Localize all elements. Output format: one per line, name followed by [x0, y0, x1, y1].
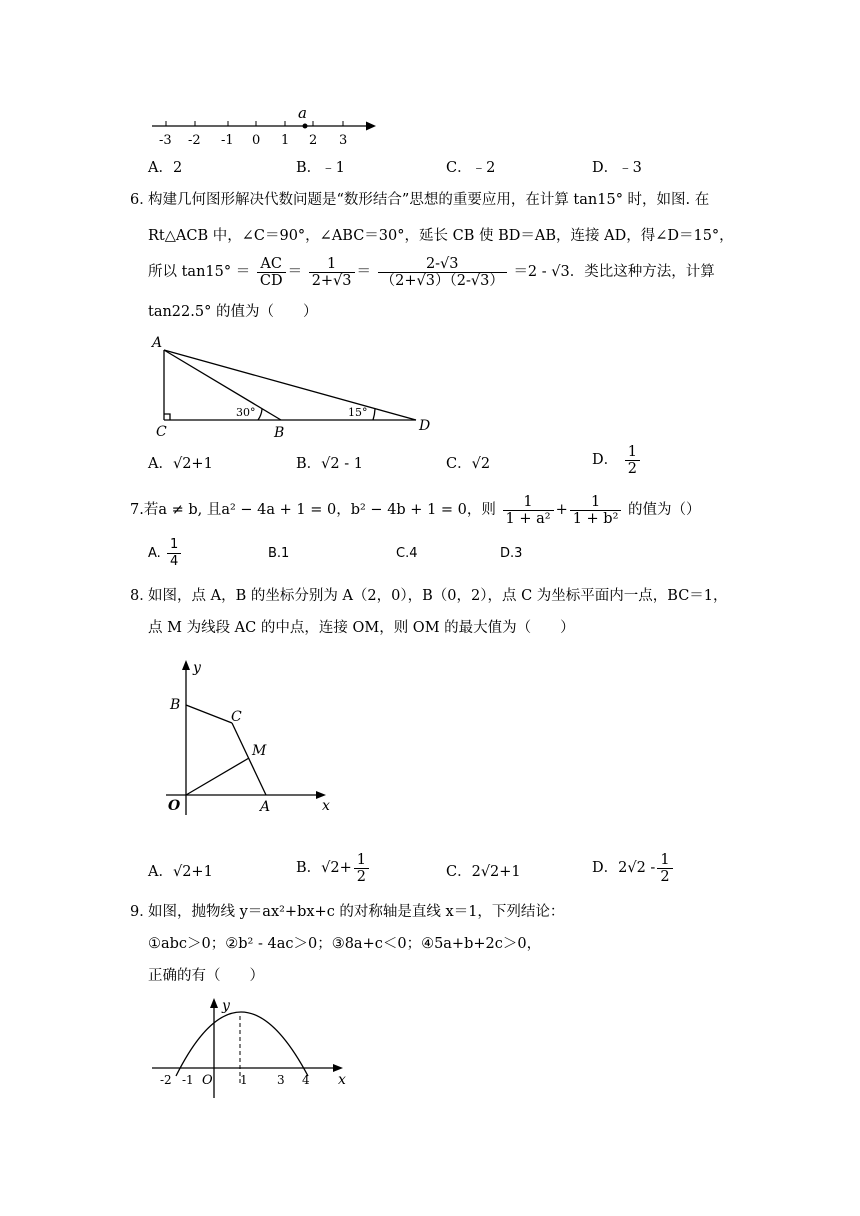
q6-option-b: B．√2 - 1	[296, 456, 363, 472]
q6-option-c: C．√2	[446, 456, 491, 472]
frac-den: 2	[627, 460, 637, 477]
q7-suffix: 的值为（）	[628, 502, 701, 518]
fraction-one-half	[625, 444, 640, 477]
tick-label: -2	[188, 133, 201, 148]
frac-num: 1	[309, 256, 355, 273]
q7-option-a	[148, 534, 183, 574]
q8-option-b	[296, 848, 371, 888]
q9-line-1: 如图，抛物线 y＝ax²+bx+c 的对称轴是直线 x＝1，下列结论：	[148, 904, 565, 920]
q6-option-d	[592, 440, 642, 480]
q8-option-d	[592, 848, 675, 888]
frac-den: 1 + a²	[505, 510, 551, 527]
q8-line-2: 点 M 为线段 AC 的中点，连接 OM，则 OM 的最大值为（ ）	[148, 620, 575, 636]
frac-den: 2	[356, 868, 367, 885]
point-m-label: M	[252, 743, 267, 759]
y-axis-label: y	[193, 660, 201, 676]
tick-label: -3	[159, 133, 172, 148]
tick-label: 4	[302, 1073, 310, 1087]
fraction-one-quarter	[167, 537, 181, 570]
tick-label: -1	[221, 133, 234, 148]
fraction-rationalized	[378, 256, 507, 289]
tick-label: 1	[281, 133, 290, 148]
x-axis-label: x	[322, 798, 330, 814]
fraction-one-half	[657, 852, 672, 885]
point-a-label: A	[260, 799, 271, 815]
point-a-label: a	[298, 104, 307, 122]
q6-option-d-letter: D．	[592, 452, 619, 468]
frac-num: AC	[257, 256, 286, 273]
q9-line-2: ①abc＞0；②b² - 4ac＞0；③8a+c＜0；④5a+b+2c＞0，	[148, 936, 542, 952]
frac-den: 4	[169, 554, 179, 569]
frac-num: 1	[625, 444, 640, 461]
q6-line-2: Rt△ACB 中，∠C＝90°，∠ABC＝30°，延长 CB 使 BD＝AB，连接 AD，得∠D＝15°，	[148, 228, 734, 244]
q5-option-b: B．﹣1	[296, 160, 345, 176]
frac-den: CD	[259, 272, 283, 289]
vertex-c-label: C	[156, 424, 167, 440]
point-c-label: C	[231, 709, 242, 725]
tick-label: 2	[309, 133, 318, 148]
tick-label: -1	[182, 1073, 194, 1087]
q7-option-d: D.3	[500, 546, 523, 561]
q6-line-3: 所以 tan15° ＝ $\frac{AC}{CD}$ ＝ $\frac{1}{2+√3}$ ＝ $\frac{2-√3}{(2+√3)(2-√3)}$ ＝2 - √3．类比这种方法，计算	[148, 255, 715, 289]
frac-num: 1	[503, 494, 554, 511]
q8-option-c: C．2√2+1	[446, 864, 521, 880]
q7-prefix: 7.若a ≠ b, 且a² − 4a + 1 = 0，b² − 4b + 1 = 0，则	[130, 502, 496, 518]
q6-line-3-prefix: 所以 tan15° ＝	[148, 264, 251, 280]
q7-option-c: C.4	[396, 546, 418, 561]
q8-number: 8．	[130, 588, 154, 604]
triangle-figure	[148, 330, 438, 440]
frac-den: 2+√3	[311, 272, 352, 289]
frac-den: 2	[660, 868, 670, 885]
q6-option-a: A．√2+1	[148, 456, 213, 472]
fraction-1-over-1-plus-a2	[503, 494, 554, 527]
q5-option-a: A．2	[148, 160, 183, 176]
q9-number: 9．	[130, 904, 154, 920]
tick-label: 3	[339, 133, 348, 148]
q5-option-d: D．﹣3	[592, 160, 642, 176]
fraction-one-half	[354, 852, 369, 885]
parabola-figure	[148, 996, 358, 1101]
q7-option-a-letter: A.	[148, 546, 161, 561]
q6-number: 6．	[130, 192, 154, 208]
q7-option-b: B.1	[268, 546, 290, 561]
frac-num: 1	[657, 852, 672, 869]
origin-label: O	[202, 1073, 213, 1088]
point-b-label: B	[170, 697, 181, 713]
angle-30-label: 30°	[236, 406, 256, 419]
frac-den: （2+√3）（2-√3）	[380, 272, 504, 289]
q6-line-4: tan22.5° 的值为（ ）	[148, 304, 318, 320]
q8-option-b-text: B．√2+	[296, 860, 352, 876]
q8-option-a: A．√2+1	[148, 864, 213, 880]
fraction-1-over-1-plus-b2	[570, 494, 622, 527]
angle-15-label: 15°	[348, 406, 368, 419]
vertex-a-label: A	[152, 335, 163, 351]
q8-line-1: 如图，点 A，B 的坐标分别为 A（2，0），B（0，2），点 C 为坐标平面内一点，BC＝1，	[148, 588, 728, 604]
fraction-ac-cd	[257, 256, 286, 289]
q9-line-3: 正确的有（ ）	[148, 968, 264, 984]
tick-label: 0	[252, 133, 261, 148]
q6-line-3-suffix: ＝2 - √3．类比这种方法，计算	[513, 264, 715, 280]
point-a-dot	[303, 124, 308, 129]
tick-label: -2	[160, 1073, 172, 1087]
tick-label: 3	[277, 1073, 285, 1087]
q5-option-c: C．﹣2	[446, 160, 496, 176]
q8-option-d-text: D．2√2 -	[592, 860, 656, 876]
frac-num: 1	[167, 537, 181, 554]
coordinate-figure	[160, 655, 350, 820]
frac-num: 2-√3	[378, 256, 507, 273]
q7-line	[130, 490, 701, 530]
frac-num: 1	[354, 852, 369, 869]
vertex-d-label: D	[419, 418, 431, 434]
vertex-b-label: B	[274, 425, 285, 440]
fraction-1-over	[309, 256, 355, 289]
number-line-figure	[148, 104, 383, 152]
frac-num: 1	[570, 494, 622, 511]
frac-den: 1 + b²	[572, 510, 619, 527]
x-axis-label: x	[338, 1072, 346, 1088]
q6-line-1: 构建几何图形解决代数问题是“数形结合”思想的重要应用，在计算 tan15° 时，如图. 在	[148, 192, 710, 208]
y-axis-label: y	[222, 998, 230, 1014]
origin-label: O	[168, 798, 181, 814]
plus-sign: +	[555, 502, 568, 518]
tick-label: 1	[240, 1073, 248, 1087]
